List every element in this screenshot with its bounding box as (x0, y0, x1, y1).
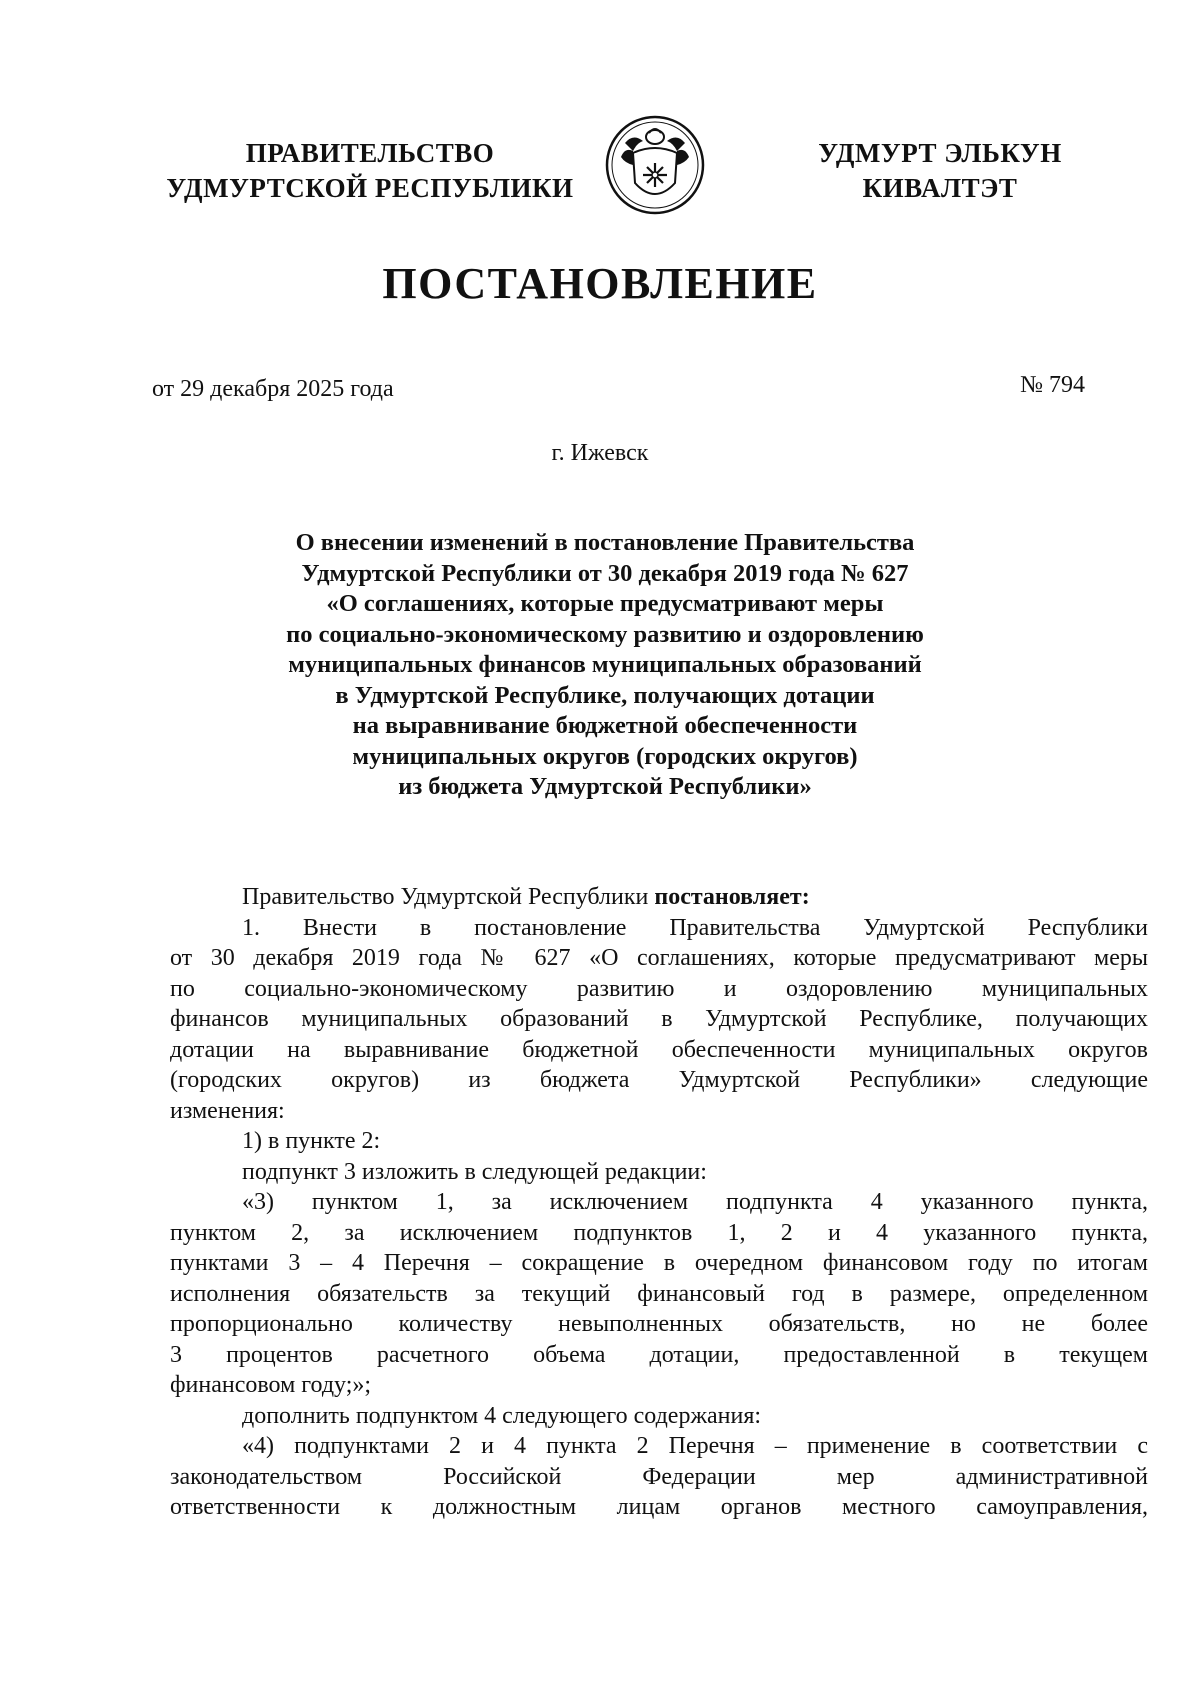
subject-line: на выравнивание бюджетной обеспеченности (352, 712, 858, 739)
coat-of-arms-icon (603, 113, 707, 217)
body-line: финансов муниципальных образований в Удмуртской Республике, получающих (170, 1006, 1148, 1032)
body-line: пунктами 3 – 4 Перечня – сокращение в очередном финансовом году по итогам (170, 1250, 1148, 1276)
subject-line: по социально-экономическому развитию и оздоровлению (286, 620, 924, 648)
body-line: пропорционально количеству невыполненных обязательств, но не более (170, 1311, 1148, 1337)
subject-line: муниципальных финансов муниципальных образований (288, 651, 922, 678)
body-line: законодательством Российской Федерации мер административной (170, 1463, 1148, 1490)
body-line: пунктом 2, за исключением подпунктов 1, 2 и 4 указанного пункта, (170, 1219, 1148, 1246)
body-line: от 30 декабря 2019 года № 627 «О соглашениях, которые предусматривают меры (170, 945, 1148, 971)
subject-line: Удмуртской Республики от 30 декабря 2019 года № 627 (301, 559, 909, 587)
body-line: 3 процентов расчетного объема дотации, предоставленной в текущем (170, 1341, 1148, 1368)
issuer-name-russian (140, 136, 600, 206)
body-line: «3) пунктом 1, за исключением подпункта 4 указанного пункта, (242, 1189, 1148, 1215)
subject-line: «О соглашениях, которые предусматривают меры (326, 590, 884, 617)
decree-intro: Правительство Удмуртской Республики (242, 884, 655, 910)
body-line: (городских округов) из бюджета Удмуртской Республики» следующие (170, 1067, 1148, 1093)
body-line: исполнения обязательств за текущий финансовый год в размере, определенном (170, 1280, 1148, 1307)
subject-line: О внесении изменений в постановление Правительства (295, 529, 915, 556)
body-line: «4) подпунктами 2 и 4 пункта 2 Перечня – применение в соответствии с (242, 1433, 1148, 1459)
subject-line: в Удмуртской Республике, получающих дотации (335, 681, 875, 709)
body-line: ответственности к должностным лицам органов местного самоуправления, (170, 1494, 1148, 1520)
decree-verb: постановляет: (654, 884, 810, 910)
issuer-line: ПРАВИТЕЛЬСТВО (245, 138, 495, 168)
issuer-line: УДМУРТ ЭЛЬКУН (818, 138, 1062, 168)
document-title: ПОСТАНОВЛЕНИЕ (382, 259, 818, 308)
document-body (170, 882, 1148, 1523)
body-line: по социально-экономическому развитию и оздоровлению муниципальных (170, 975, 1148, 1002)
issuer-line: КИВАЛТЭТ (862, 173, 1018, 203)
body-line: дополнить подпунктом 4 следующего содержания: (242, 1402, 762, 1429)
document-date: от 29 декабря 2025 года (152, 376, 394, 402)
body-line: изменения: (170, 1097, 285, 1124)
body-line: подпункт 3 изложить в следующей редакции: (242, 1158, 707, 1185)
body-line: дотации на выравнивание бюджетной обеспеченности муниципальных округов (170, 1036, 1148, 1063)
document-city: г. Ижевск (551, 440, 649, 466)
body-line: 1) в пункте 2: (242, 1128, 381, 1154)
subject-line: из бюджета Удмуртской Республики» (398, 773, 812, 800)
issuer-line: УДМУРТСКОЙ РЕСПУБЛИКИ (166, 173, 574, 203)
decree-line (170, 882, 1148, 913)
issuer-name-udmurt (795, 136, 1085, 206)
body-line: 1. Внести в постановление Правительства Удмуртской Республики (242, 914, 1148, 941)
body-line: финансовом году;»; (170, 1372, 372, 1398)
subject-line: муниципальных округов (городских округов) (352, 742, 858, 770)
document-subject (150, 528, 1060, 803)
document-number: № 794 (1020, 372, 1085, 398)
